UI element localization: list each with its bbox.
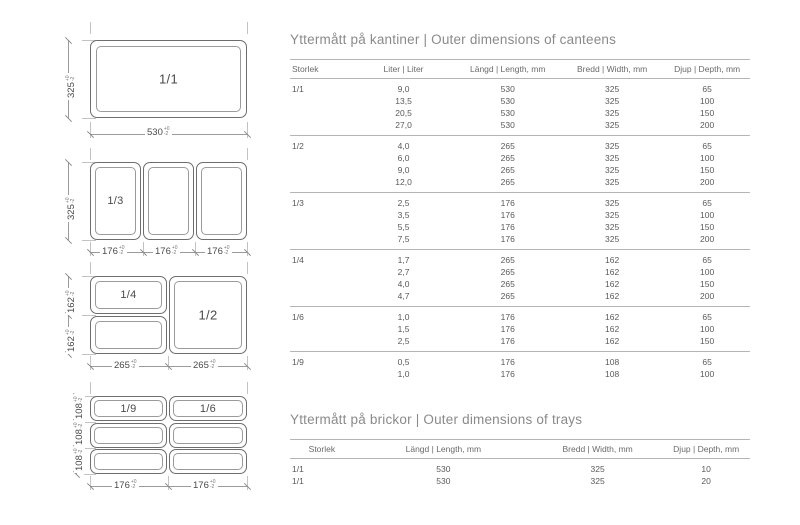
cell-liter: 1,5 xyxy=(397,324,410,334)
pan-inner xyxy=(173,427,243,444)
dimension-value: 265 xyxy=(193,360,209,371)
pan-1-3-b xyxy=(143,162,194,240)
cell-length: 176 xyxy=(455,307,560,324)
ext-line xyxy=(247,382,248,394)
cell-liter: 20,5 xyxy=(395,108,412,118)
dimension-width-a xyxy=(112,360,139,371)
dimension-width-a xyxy=(100,246,127,257)
tolerance: +0 -2 xyxy=(223,245,230,257)
pan-inner xyxy=(94,453,163,470)
tolerance: +0 -2 xyxy=(73,396,85,403)
cell-depth: 65 xyxy=(664,307,750,324)
cell-liter: 9,0 xyxy=(397,165,410,175)
pan-inner xyxy=(94,427,163,444)
cell-liter: 4,0 xyxy=(397,279,410,289)
cell-width: 325 xyxy=(560,136,664,153)
dimension-value: 176 xyxy=(102,246,118,257)
cell-width: 325 xyxy=(605,84,620,94)
pan-1-6-a xyxy=(169,396,247,421)
tolerance: +0 -2 xyxy=(65,75,77,82)
cell-depth: 100 xyxy=(700,210,715,220)
table-row xyxy=(290,250,750,267)
cell-size: 1/1 xyxy=(292,464,304,474)
cell-length: 176 xyxy=(455,352,560,369)
cell-length: 530 xyxy=(500,84,515,94)
cell-width: 325 xyxy=(590,476,605,486)
cell-width: 162 xyxy=(605,267,620,277)
cell-length: 265 xyxy=(500,165,515,175)
cell-depth: 150 xyxy=(700,336,715,346)
table-row xyxy=(290,266,750,278)
pan-inner xyxy=(201,167,242,235)
cell-length: 176 xyxy=(500,369,515,379)
diagram-1-3 xyxy=(40,148,260,258)
cell-liter: 5,5 xyxy=(397,222,410,232)
header-size: Storlek xyxy=(290,440,354,459)
cell-length: 265 xyxy=(500,267,515,277)
cell-size: 1/1 xyxy=(292,84,304,94)
table-row xyxy=(290,323,750,335)
cell-length: 530 xyxy=(500,108,515,118)
cell-size xyxy=(290,368,352,384)
tolerance: +0 -2 xyxy=(209,479,216,491)
dimension-value: 176 xyxy=(207,246,223,257)
cell-length: 176 xyxy=(500,210,515,220)
cell-length: 265 xyxy=(500,291,515,301)
table-row xyxy=(290,221,750,233)
cell-width: 325 xyxy=(605,165,620,175)
dimension-value: 176 xyxy=(155,246,171,257)
dimension-width xyxy=(145,127,172,138)
dimension-height-a xyxy=(66,288,77,315)
table-row xyxy=(290,136,750,153)
cell-width: 162 xyxy=(605,336,620,346)
dimension-height-b xyxy=(66,327,77,354)
table-row xyxy=(290,119,750,136)
dimension-height xyxy=(66,73,77,100)
cell-liter: 4,0 xyxy=(352,136,456,153)
pan-1-9-c xyxy=(90,449,167,474)
tables-column xyxy=(290,0,760,487)
table-row xyxy=(290,107,750,119)
dimension-value: 162 xyxy=(66,336,77,352)
dimension-height-c xyxy=(74,446,85,473)
cell-depth: 150 xyxy=(700,108,715,118)
table-row xyxy=(290,290,750,307)
pan-1-4-b xyxy=(90,316,167,354)
cell-width: 162 xyxy=(605,324,620,334)
pan-label: 1/6 xyxy=(199,402,217,415)
table-row xyxy=(290,79,750,96)
cell-depth: 20 xyxy=(701,476,711,486)
pan-inner xyxy=(173,453,243,470)
cell-depth: 100 xyxy=(700,324,715,334)
cell-size: 1/2 xyxy=(290,136,352,153)
cell-length: 176 xyxy=(500,222,515,232)
cell-width: 162 xyxy=(560,307,664,324)
cell-width: 108 xyxy=(605,369,620,379)
cell-liter: 1,7 xyxy=(352,250,456,267)
table-row xyxy=(290,459,750,476)
ext-line xyxy=(82,240,96,241)
cell-liter: 27,0 xyxy=(395,120,412,130)
cell-liter: 2,7 xyxy=(397,267,410,277)
cell-length: 265 xyxy=(500,177,515,187)
header-width: Bredd | Width, mm xyxy=(533,440,662,459)
cell-depth: 200 xyxy=(700,177,715,187)
cell-size xyxy=(290,176,352,193)
tolerance: +0 -2 xyxy=(73,422,85,429)
cell-liter: 3,5 xyxy=(397,210,410,220)
dimension-value: 325 xyxy=(66,82,77,98)
ext-line xyxy=(90,382,91,394)
cell-width: 325 xyxy=(605,153,620,163)
cell-liter: 9,0 xyxy=(397,84,410,94)
cell-liter: 12,0 xyxy=(395,177,412,187)
pan-label: 1/2 xyxy=(198,307,218,323)
dimension-value: 108 xyxy=(74,403,85,419)
tolerance: +0 -2 xyxy=(118,245,125,257)
cell-size xyxy=(290,164,352,176)
table-row xyxy=(290,164,750,176)
cell-size: 1/1 xyxy=(292,476,304,486)
cell-length: 265 xyxy=(455,250,560,267)
diagram-1-4-1-2 xyxy=(40,262,260,374)
tolerance: +0 -2 xyxy=(130,359,137,371)
tolerance: +0 -2 xyxy=(171,245,178,257)
cell-length: 265 xyxy=(500,153,515,163)
cell-width: 325 xyxy=(605,96,620,106)
cell-length: 265 xyxy=(455,136,560,153)
table-row xyxy=(290,233,750,250)
pan-1-4-a xyxy=(90,276,167,314)
cell-depth: 200 xyxy=(700,291,715,301)
pan-label: 1/1 xyxy=(159,71,178,87)
cell-size xyxy=(290,335,352,352)
pan-inner xyxy=(95,321,162,349)
cell-liter: 7,5 xyxy=(397,234,410,244)
dimension-height-b xyxy=(74,420,85,447)
table-row xyxy=(290,368,750,384)
cell-liter: 2,5 xyxy=(352,193,456,210)
dimension-value: 265 xyxy=(114,360,130,371)
pan-label: 1/3 xyxy=(107,195,124,207)
cell-size xyxy=(290,209,352,221)
dimension-value: 176 xyxy=(114,480,130,491)
cell-depth: 10 xyxy=(701,464,711,474)
cell-liter: 6,0 xyxy=(397,153,410,163)
cell-width: 325 xyxy=(605,177,620,187)
cell-size xyxy=(290,95,352,107)
cell-size xyxy=(290,119,352,136)
diagram-1-9-1-6 xyxy=(40,382,260,500)
dimension-width-c xyxy=(205,246,232,257)
dimension-value: 325 xyxy=(66,204,77,220)
pan-1-9-a xyxy=(90,396,167,421)
cell-liter: 1,0 xyxy=(397,369,410,379)
table-row xyxy=(290,335,750,352)
pan-1-6-c xyxy=(169,449,247,474)
cell-depth: 65 xyxy=(664,250,750,267)
pan-1-3-a xyxy=(90,162,141,240)
cell-size: 1/4 xyxy=(290,250,352,267)
cell-size xyxy=(290,233,352,250)
cell-depth: 150 xyxy=(700,222,715,232)
cell-width: 325 xyxy=(560,193,664,210)
cell-size: 1/6 xyxy=(290,307,352,324)
cell-size xyxy=(290,221,352,233)
cell-width: 108 xyxy=(560,352,664,369)
dimension-value: 530 xyxy=(147,127,163,138)
canteens-table-body xyxy=(290,79,750,385)
cell-width: 325 xyxy=(590,464,605,474)
table-row xyxy=(290,209,750,221)
table-row xyxy=(290,152,750,164)
cell-depth: 150 xyxy=(700,165,715,175)
ext-line xyxy=(90,148,91,160)
table-header-row xyxy=(290,440,750,459)
ext-line xyxy=(247,22,248,34)
cell-width: 325 xyxy=(605,222,620,232)
table-row xyxy=(290,278,750,290)
pan-1-9-b xyxy=(90,423,167,448)
cell-length: 265 xyxy=(500,279,515,289)
cell-width: 325 xyxy=(605,120,620,130)
dimension-value: 162 xyxy=(66,297,77,313)
ext-line xyxy=(90,262,91,274)
cell-size: 1/9 xyxy=(290,352,352,369)
pan-1-6-b xyxy=(169,423,247,448)
header-depth: Djup | Depth, mm xyxy=(662,440,750,459)
trays-table xyxy=(290,439,750,487)
ext-line xyxy=(247,148,248,160)
cell-width: 162 xyxy=(605,279,620,289)
cell-depth: 200 xyxy=(700,120,715,130)
tolerance: +0 -2 xyxy=(65,197,77,204)
header-depth: Djup | Depth, mm xyxy=(664,60,750,79)
dimension-width-a xyxy=(112,480,139,491)
canteens-title: Yttermått på kantiner | Outer dimensions of canteens xyxy=(290,32,617,47)
table-row xyxy=(290,352,750,369)
cell-size xyxy=(290,278,352,290)
pan-1-2 xyxy=(169,276,247,354)
header-length: Längd | Length, mm xyxy=(354,440,533,459)
cell-size xyxy=(290,323,352,335)
table-row xyxy=(290,307,750,324)
cell-depth: 100 xyxy=(700,267,715,277)
cell-length: 176 xyxy=(500,324,515,334)
ext-line xyxy=(84,474,96,475)
cell-depth: 150 xyxy=(700,279,715,289)
pan-inner xyxy=(148,167,189,235)
cell-depth: 65 xyxy=(664,136,750,153)
header-width: Bredd | Width, mm xyxy=(560,60,664,79)
pan-1-1 xyxy=(90,40,247,118)
cell-length: 176 xyxy=(500,234,515,244)
trays-table-body xyxy=(290,459,750,488)
cell-width: 325 xyxy=(605,108,620,118)
cell-liter: 1,0 xyxy=(352,307,456,324)
cell-size xyxy=(290,107,352,119)
cell-length: 530 xyxy=(500,120,515,130)
cell-depth: 100 xyxy=(700,96,715,106)
dimension-height xyxy=(66,195,77,222)
tolerance: +0 -2 xyxy=(130,479,137,491)
cell-depth: 65 xyxy=(702,84,712,94)
trays-section xyxy=(290,412,760,487)
pan-label: 1/9 xyxy=(120,402,137,415)
cell-liter: 4,7 xyxy=(397,291,410,301)
pan-1-3-c xyxy=(196,162,247,240)
trays-title: Yttermått på brickor | Outer dimensions of trays xyxy=(290,412,583,427)
cell-length: 530 xyxy=(436,464,451,474)
dimension-height-a xyxy=(74,394,85,421)
ext-line xyxy=(82,354,96,355)
ext-line xyxy=(90,22,91,34)
tolerance: +0 -2 xyxy=(163,126,170,138)
cell-length: 530 xyxy=(436,476,451,486)
table-row xyxy=(290,176,750,193)
cell-liter: 0,5 xyxy=(352,352,456,369)
header-size: Storlek xyxy=(290,60,352,79)
cell-length: 176 xyxy=(455,193,560,210)
diagram-column xyxy=(0,0,270,525)
table-header-row xyxy=(290,60,750,79)
cell-depth: 65 xyxy=(664,193,750,210)
canteens-table xyxy=(290,59,750,384)
tolerance: +0 -2 xyxy=(65,290,77,297)
dimension-width-b xyxy=(153,246,180,257)
cell-width: 325 xyxy=(605,234,620,244)
cell-depth: 100 xyxy=(700,153,715,163)
pan-label: 1/4 xyxy=(120,289,137,301)
tolerance: +0 -2 xyxy=(65,329,77,336)
cell-length: 530 xyxy=(500,96,515,106)
ext-line xyxy=(82,118,96,119)
cell-width: 162 xyxy=(560,250,664,267)
cell-size xyxy=(290,290,352,307)
cell-width: 162 xyxy=(605,291,620,301)
cell-depth: 100 xyxy=(700,369,715,379)
dimension-width-b xyxy=(191,360,218,371)
cell-size xyxy=(290,152,352,164)
dimension-value: 108 xyxy=(74,429,85,445)
ext-line xyxy=(247,262,248,274)
cell-width: 325 xyxy=(605,210,620,220)
dimension-value: 176 xyxy=(193,480,209,491)
cell-depth: 65 xyxy=(664,352,750,369)
cell-depth: 200 xyxy=(700,234,715,244)
cell-liter: 2,5 xyxy=(397,336,410,346)
cell-liter: 13,5 xyxy=(395,96,412,106)
header-length: Längd | Length, mm xyxy=(455,60,560,79)
tolerance: +0 -2 xyxy=(209,359,216,371)
cell-size: 1/3 xyxy=(290,193,352,210)
dimension-width-b xyxy=(191,480,218,491)
cell-length: 176 xyxy=(500,336,515,346)
cell-size xyxy=(290,266,352,278)
dimension-value: 108 xyxy=(74,455,85,471)
tolerance: +0 -2 xyxy=(73,448,85,455)
table-row xyxy=(290,95,750,107)
table-row xyxy=(290,475,750,487)
header-liter: Liter | Liter xyxy=(352,60,456,79)
table-row xyxy=(290,193,750,210)
diagram-1-1 xyxy=(40,22,260,140)
